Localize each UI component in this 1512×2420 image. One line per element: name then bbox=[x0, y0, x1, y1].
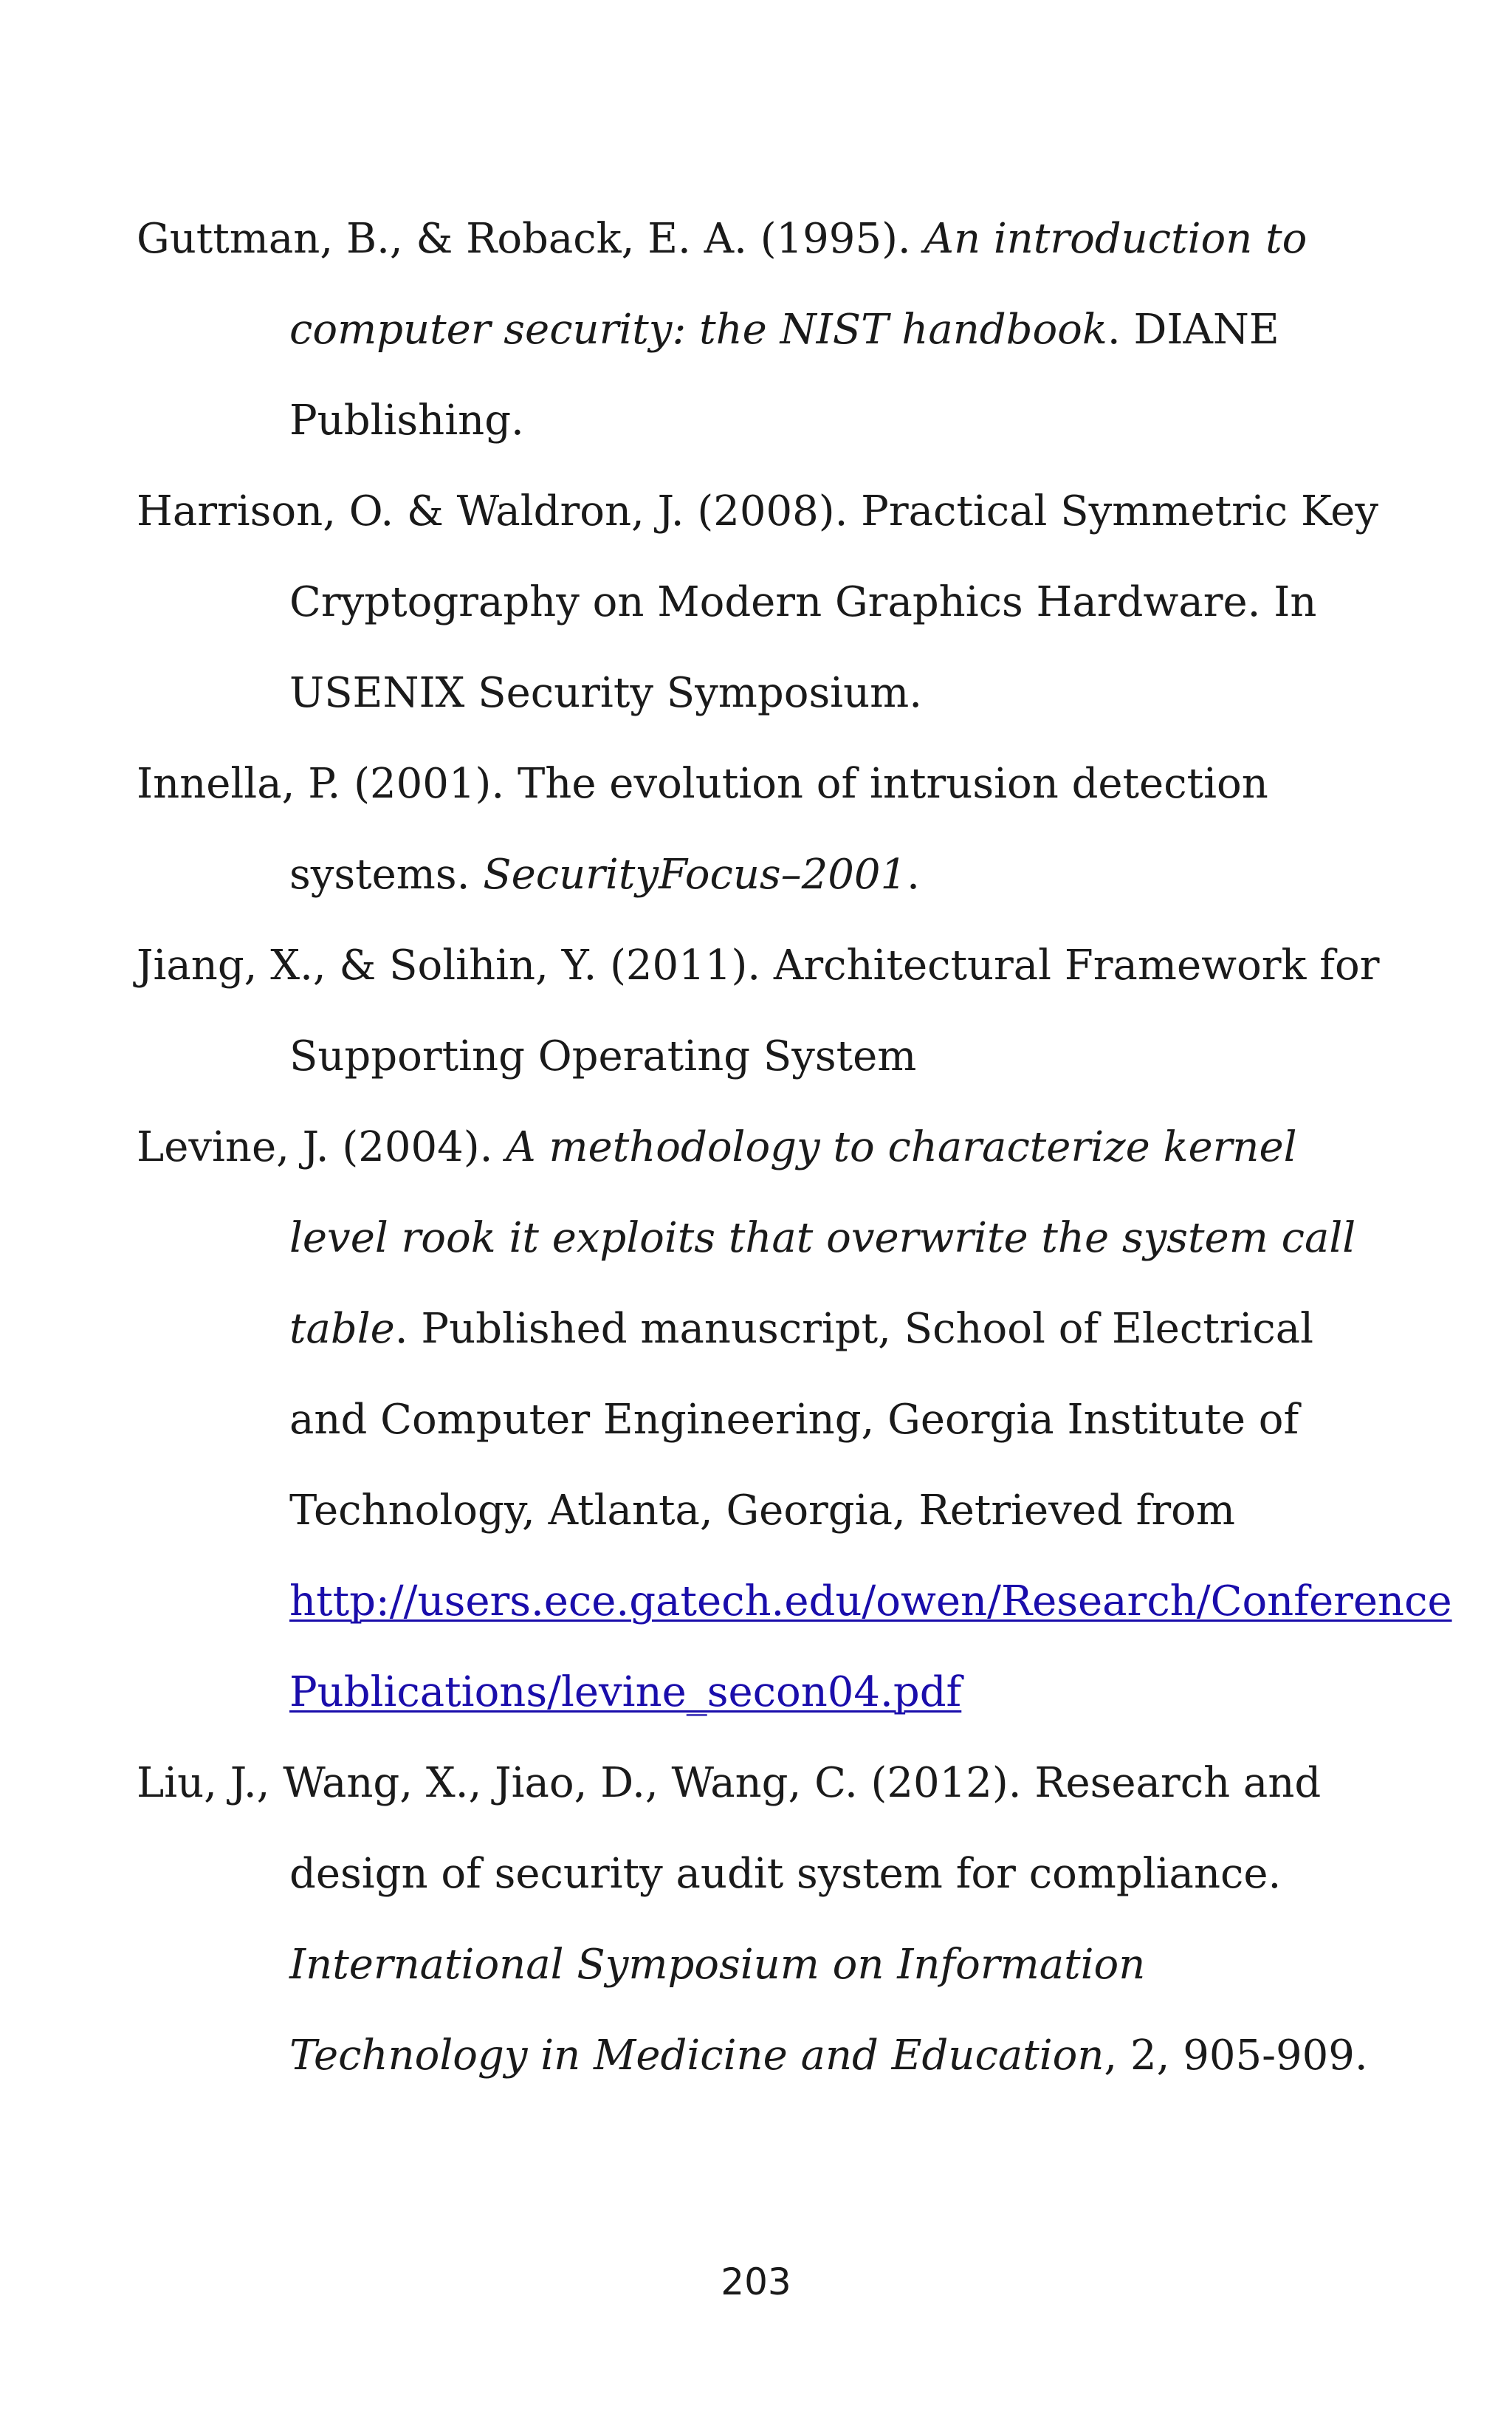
reference-entry-innella bbox=[137, 738, 1392, 920]
page-number: 203 bbox=[721, 2260, 791, 2303]
reference-authors: Liu, J., Wang, X., Jiao, D., Wang, C. (2012). Research and design of security audit system for compliance. bbox=[137, 1759, 1322, 1898]
reference-authors: Levine, J. (2004). bbox=[137, 1123, 506, 1171]
reference-entry-guttman bbox=[137, 193, 1392, 466]
reference-entry-levine bbox=[137, 1102, 1452, 1738]
reference-tail: . bbox=[907, 851, 920, 899]
reference-title: SecurityFocus–2001 bbox=[483, 851, 907, 899]
reference-text: Harrison, O. & Waldron, J. (2008). Practical Symmetric Key Cryptography on Modern Graphics Hardware. In USENIX Security Symposium. bbox=[137, 487, 1379, 717]
reference-entry-harrison bbox=[137, 466, 1392, 738]
reference-authors: Innella, P. (2001). The evolution of intrusion detection systems. bbox=[137, 760, 1268, 899]
reference-journal: International Symposium on Information Technology in Medicine and Education bbox=[289, 1941, 1146, 2080]
reference-title: An introduction to computer security: the NIST handbook bbox=[289, 215, 1307, 354]
reference-text: Jiang, X., & Solihin, Y. (2011). Architectural Framework for Supporting Operating System bbox=[137, 942, 1380, 1080]
reference-list bbox=[137, 193, 1452, 2101]
reference-entry-liu bbox=[137, 1738, 1392, 2101]
reference-publisher: . DIANE Publishing. bbox=[289, 306, 1279, 445]
reference-authors: Guttman, B., & Roback, E. A. (1995). bbox=[137, 215, 924, 263]
reference-title: A methodology to characterize kernel level rook it exploits that overwrite the system call table bbox=[289, 1123, 1356, 1353]
reference-entry-jiang bbox=[137, 920, 1392, 1102]
reference-tail: . Published manuscript, School of Electrical and Computer Engineering, Georgia Institute of Technology, Atlanta, Georgia, Retrieved from bbox=[289, 1305, 1314, 1535]
reference-tail: , 2, 905-909. bbox=[1104, 2032, 1368, 2080]
reference-url-link[interactable]: http://users.ece.gatech.edu/owen/Research/Conference Publications/levine_secon04.pdf bbox=[289, 1577, 1452, 1716]
